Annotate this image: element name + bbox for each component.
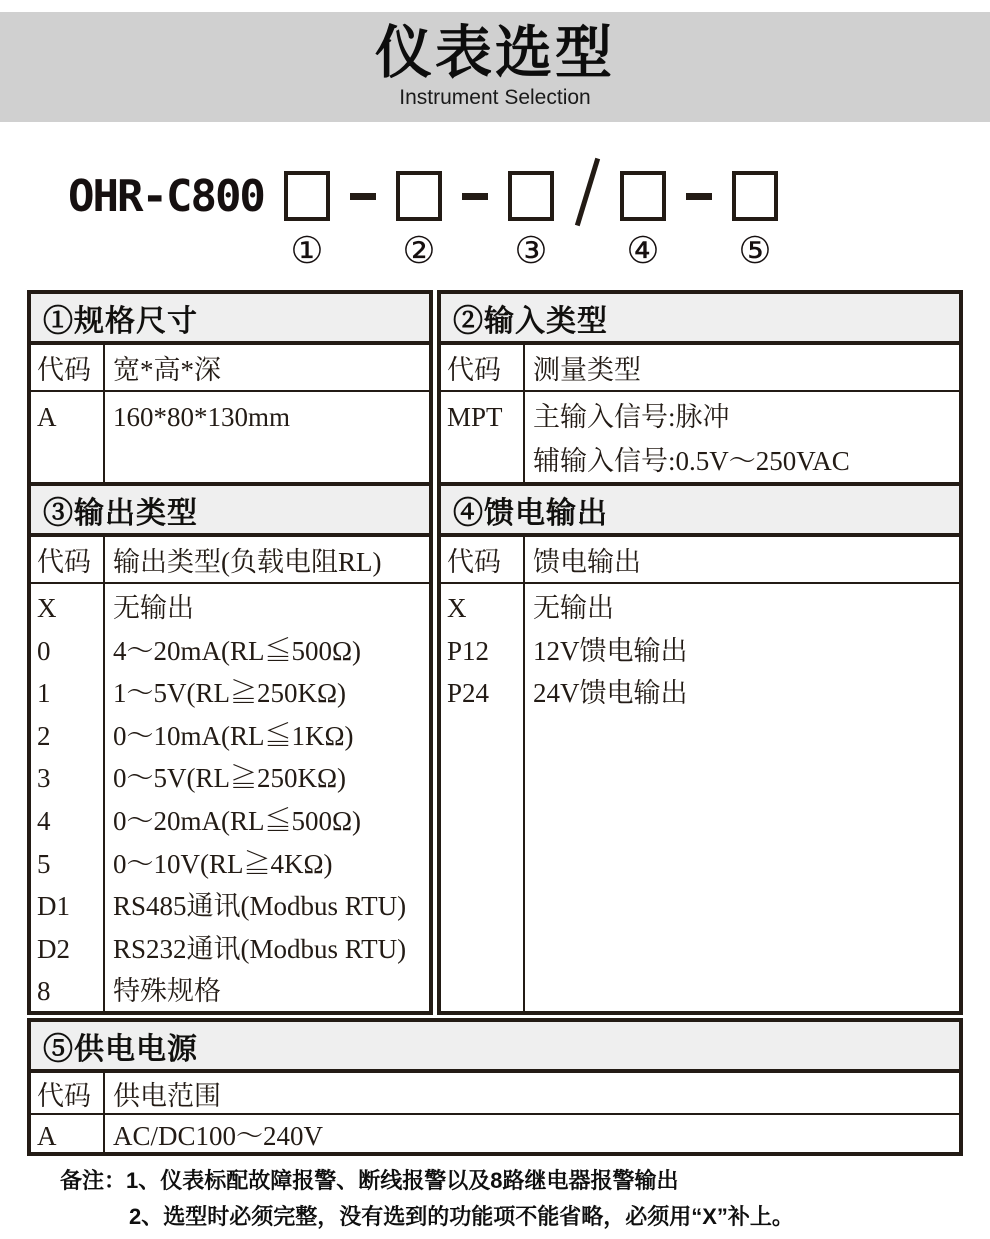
cell-value: 无输出 [113,593,194,623]
cell-code: X [447,593,467,623]
cell-value: 1～5V(RL≧250KΩ) [113,678,347,709]
column-header-size: 宽*高*深 [113,355,221,385]
cell-code: 5 [37,848,51,879]
table-power [27,1018,963,1156]
cell-code: 8 [37,976,51,1007]
position-marker-3: ③ [514,229,548,272]
page-title: 仪表选型 [375,21,615,85]
cell-value: 0～5V(RL≧250KΩ) [113,763,347,794]
section3-rows [31,584,429,1011]
model-digit-box-5 [732,171,778,221]
footnote-1-text: 1、仪表标配故障报警、断线报警以及8路继电器报警输出 [126,1168,679,1193]
model-position-3 [508,171,554,271]
cell-value-line2: 辅输入信号:0.5V～250VAC [533,446,850,476]
model-digit-box-1 [284,171,330,221]
column-header-code: 代码 [31,537,105,582]
footnote-label: 备注： [60,1168,127,1193]
cell-code: X [37,593,57,623]
dash-icon [686,193,712,200]
cell-value: 0～10mA(RL≦1KΩ) [113,720,354,751]
cell-value: 无输出 [533,593,614,623]
cell-value: 160*80*130mm [113,402,291,432]
title-banner [0,12,990,122]
cell-code: MPT [447,402,503,432]
cell-value: 4～20mA(RL≦500Ω) [113,635,362,666]
dash-icon [350,193,376,200]
model-code-diagram [68,171,778,271]
dash-separator-3 [666,171,732,221]
cell-code: D1 [37,891,70,922]
cell-code: P24 [447,678,490,709]
cell-value: AC/DC100～240V [113,1121,324,1151]
model-position-1 [284,171,330,271]
position-marker-5: ⑤ [738,229,772,272]
table-right [437,290,963,1015]
cell-value: 0～10V(RL≧4KΩ) [113,848,333,879]
cell-code: 3 [37,763,51,794]
section1-rows [31,392,429,482]
cell-value: 12V馈电输出 [533,635,688,666]
cell-code: A [37,1121,57,1151]
model-position-5 [732,171,778,271]
model-digit-box-4 [620,171,666,221]
position-marker-4: ④ [626,229,660,272]
column-header-code: 代码 [31,345,105,390]
selection-tables [27,290,963,1156]
model-digit-box-2 [396,171,442,221]
column-header-power-range: 供电范围 [113,1080,221,1111]
column-header-feed-output: 馈电输出 [533,547,641,577]
cell-value: RS232通讯(Modbus RTU) [113,933,407,964]
cell-code: 2 [37,720,51,751]
section5-header: ⑤供电电源 [31,1022,959,1073]
column-header-code: 代码 [441,537,525,582]
dash-separator-1 [330,171,396,221]
position-marker-1: ① [290,229,324,272]
cell-code: P12 [447,635,490,666]
section4-column-headers [441,537,959,584]
position-marker-2: ② [402,229,436,272]
cell-value: 0～20mA(RL≦500Ω) [113,805,362,836]
cell-value: RS485通讯(Modbus RTU) [113,891,407,922]
footnote-1 [60,1168,794,1194]
footnotes [60,1168,794,1230]
slash-icon [574,158,599,226]
cell-code: 4 [37,805,51,836]
model-prefix: OHR-C800 [68,171,264,222]
section1-column-headers [31,345,429,392]
cell-value: 特殊规格 [113,976,221,1007]
section2-column-headers [441,345,959,392]
section4-header: ④馈电输出 [441,482,959,537]
model-position-2 [396,171,442,271]
cell-code: D2 [37,933,70,964]
cell-code: A [37,402,57,432]
cell-code: 0 [37,635,51,666]
page-subtitle: Instrument Selection [399,86,591,109]
column-header-code: 代码 [441,345,525,390]
column-header-output-type: 输出类型(负载电阻RL) [113,547,382,577]
dash-separator-2 [442,171,508,221]
model-digit-box-3 [508,171,554,221]
model-position-4 [620,171,666,271]
section4-rows [441,584,959,1011]
table-left [27,290,433,1015]
slash-separator [554,171,620,221]
cell-value-line1: 主输入信号:脉冲 [533,402,730,432]
dash-icon [462,193,488,200]
column-header-measure-type: 测量类型 [533,355,641,385]
section5-column-headers [31,1073,959,1115]
section5-rows [31,1115,959,1152]
section3-header: ③输出类型 [31,482,429,537]
section3-column-headers [31,537,429,584]
section2-rows [441,392,959,482]
cell-value: 24V馈电输出 [533,678,688,709]
section2-header: ②输入类型 [441,294,959,345]
column-header-code: 代码 [31,1073,105,1113]
footnote-2: 2、选型时必须完整，没有选到的功能项不能省略，必须用“X”补上。 [129,1204,794,1229]
section1-header: ①规格尺寸 [31,294,429,345]
cell-code: 1 [37,678,51,709]
